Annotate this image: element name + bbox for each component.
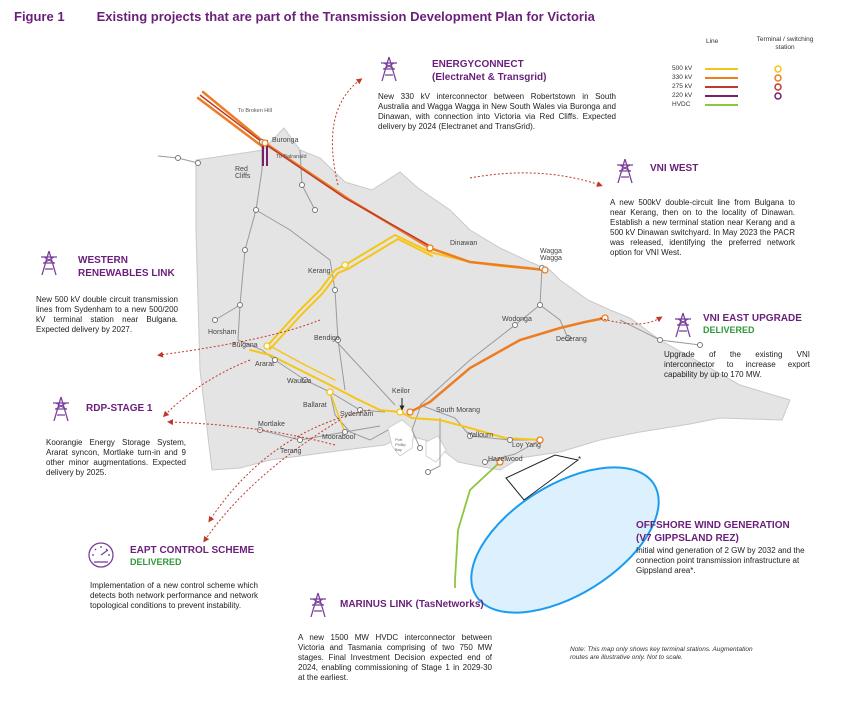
tower-icon xyxy=(378,56,400,82)
legend-station-header: Terminal / switching station xyxy=(756,36,814,51)
label-keilor: Keilor xyxy=(392,388,410,395)
label-south-morang: South Morang xyxy=(436,407,480,414)
vni-east-name: VNI EAST UPGRADE xyxy=(703,313,802,324)
eapt-name: EAPT CONTROL SCHEME xyxy=(130,545,255,556)
energyconnect-name: ENERGYCONNECT xyxy=(432,59,524,70)
legend-hvdc: HVDC xyxy=(672,101,691,108)
legend xyxy=(705,66,781,105)
marinus-name: MARINUS LINK (TasNetworks) xyxy=(340,599,484,610)
rdp-desc: Koorangie Energy Storage System, Ararat syncon, Mortlake turn-in and 9 other minor augmentations. Expected delivery by 2025. xyxy=(46,438,186,477)
callout-energyconnect xyxy=(332,80,360,185)
label-balranald: To Balranald xyxy=(276,154,307,160)
label-wagga: Wagga Wagga xyxy=(540,248,562,262)
asterisk-mark: * xyxy=(578,455,582,464)
legend-330kv: 330 kV xyxy=(672,74,693,81)
figure-heading: Existing projects that are part of the Transmission Development Plan for Victoria xyxy=(96,9,595,24)
energyconnect-sub: (ElectraNet & Transgrid) xyxy=(432,72,547,83)
label-kerang: Kerang xyxy=(308,268,331,275)
label-dinawan: Dinawan xyxy=(450,240,478,247)
legend-line-header: Line xyxy=(706,38,719,45)
label-buronga: Buronga xyxy=(272,137,299,144)
western-title xyxy=(78,254,175,280)
label-ararat: Ararat xyxy=(255,361,275,368)
tower-icon xyxy=(672,312,694,338)
label-dederang: Dederang xyxy=(556,336,587,343)
offshore-title xyxy=(636,519,790,545)
eapt-desc: Implementation of a new control scheme which detects both network performance and network topological conditions to prevent instability. xyxy=(90,581,258,610)
eapt-status: DELIVERED xyxy=(130,557,182,567)
label-hazelwood: Hazelwood xyxy=(488,456,523,463)
label-wodonga: Wodonga xyxy=(502,316,532,323)
label-red-cliffs: Red Cliffs xyxy=(235,166,251,180)
label-sydenham: Sydenham xyxy=(340,411,374,418)
label-horsham: Horsham xyxy=(208,329,237,336)
vni-east-title xyxy=(703,312,802,335)
tower-icon xyxy=(614,158,636,184)
figure-label: Figure 1 xyxy=(14,9,65,24)
tower-icon xyxy=(307,592,329,618)
offshore-desc: Initial wind generation of 2 GW by 2032 and the connection point transmission infrastructure at Gippsland area*. xyxy=(636,546,805,575)
western-name2: RENEWABLES LINK xyxy=(78,268,175,279)
label-yallourn: Yallourn xyxy=(468,432,494,439)
label-terang: Terang xyxy=(280,448,302,455)
victoria-landmass xyxy=(196,128,790,470)
label-mortlake: Mortlake xyxy=(258,421,285,428)
label-bulgana: Bulgana xyxy=(232,342,258,349)
offshore-name2: (V7 GIPPSLAND REZ) xyxy=(636,533,739,544)
label-port-phillip: Port Phillip Bay xyxy=(395,437,406,452)
energyconnect-title xyxy=(432,58,546,84)
label-loy-yang: Loy Yang xyxy=(512,442,541,449)
label-waubra: Waubra xyxy=(287,378,312,385)
offshore-name: OFFSHORE WIND GENERATION xyxy=(636,520,790,531)
eapt-title xyxy=(130,544,254,567)
rdp-name: RDP-STAGE 1 xyxy=(86,403,153,414)
tower-icon xyxy=(38,250,60,276)
label-ballarat: Ballarat xyxy=(303,402,327,409)
callout-vni-west xyxy=(470,173,600,185)
map-note: Note: This map only shows key terminal stations. Augmentation routes are illustrative only. Not to scale. xyxy=(570,646,753,661)
western-name: WESTERN xyxy=(78,255,128,266)
legend-500kv: 500 kV xyxy=(672,65,693,72)
label-moorabool: Moorabool xyxy=(322,434,356,441)
vni-west-name: VNI WEST xyxy=(650,163,699,174)
marinus-desc: A new 1500 MW HVDC interconnector between Victoria and Tasmania comprising of two 750 MW stages. Final Investment Decision expected end of 2024, enabling commissioning of Stage 1 in 2029-30 at the earliest. xyxy=(298,633,492,682)
energyconnect-desc: New 330 kV interconnector between Robertstown in South Australia and Wagga Wagga in New South Wales via Buronga and Dinawan, with connection into Victoria via Red Cliffs. Expected delivery by 2024 (Electranet and TransGrid). xyxy=(378,92,616,131)
label-bendigo: Bendigo xyxy=(314,335,340,342)
tower-icon xyxy=(50,396,72,422)
legend-275kv: 275 kV xyxy=(672,83,693,90)
vni-east-status: DELIVERED xyxy=(703,325,755,335)
gauge-icon xyxy=(86,540,116,570)
western-desc: New 500 kV double circuit transmission lines from Sydenham to a new 500/200 kV terminal station near Bulgana. Expected delivery by 2027. xyxy=(36,295,178,334)
vni-west-desc: A new 500kV double-circuit line from Bulgana to near Kerang, then on to the locality of Dinawan. Establish a new terminal station near Kerang and a 500 kV Dinawan switchyard. In May 2023 the PACR was released, identifying the preferred network option for VNI West. xyxy=(610,198,795,257)
label-broken-hill: To Broken Hill xyxy=(238,108,272,114)
vni-east-desc: Upgrade of the existing VNI interconnector to increase export capability by up to 170 MW. xyxy=(664,350,810,379)
legend-220kv: 220 kV xyxy=(672,92,693,99)
